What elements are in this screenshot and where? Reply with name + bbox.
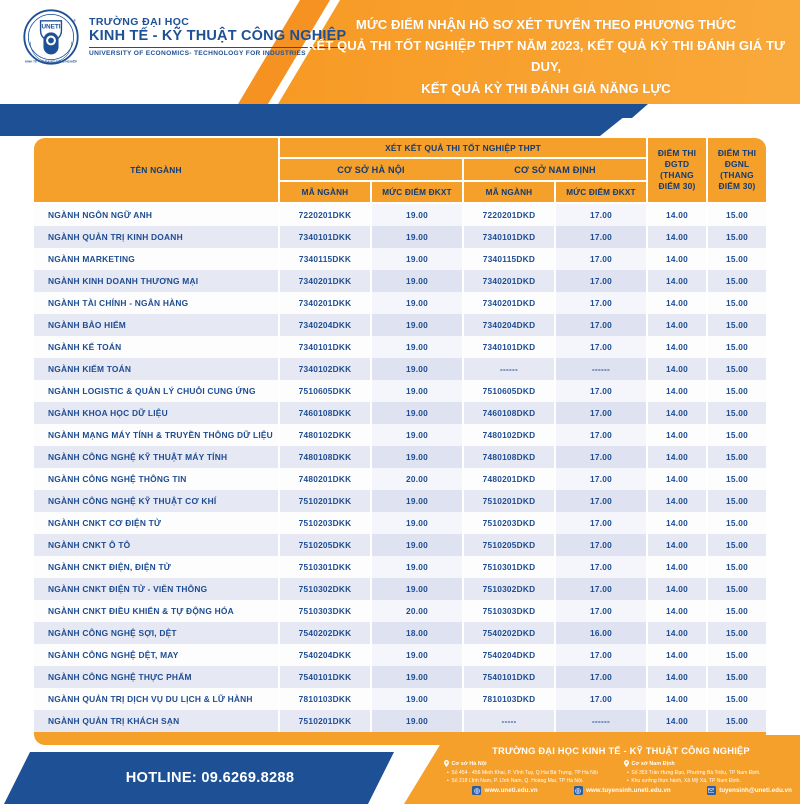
cell-ten-nganh: NGÀNH QUẢN TRỊ DỊCH VỤ DU LỊCH & LỮ HÀNH bbox=[34, 688, 279, 710]
cell-ma-nganh-hn: 7510303DKK bbox=[279, 600, 371, 622]
cell-ma-nganh-nd: 7510605DKD bbox=[463, 380, 555, 402]
cell-diem-dgtd: 14.00 bbox=[647, 622, 707, 644]
cell-diem-dgtd: 14.00 bbox=[647, 468, 707, 490]
cell-muc-diem-hn: 19.00 bbox=[371, 688, 463, 710]
cell-ma-nganh-nd: 7220201DKD bbox=[463, 203, 555, 226]
cell-ma-nganh-nd: 7510301DKD bbox=[463, 556, 555, 578]
cell-muc-diem-nd: ------ bbox=[555, 710, 647, 732]
cell-muc-diem-hn: 20.00 bbox=[371, 600, 463, 622]
cell-ten-nganh: NGÀNH CÔNG NGHỆ DỆT, MAY bbox=[34, 644, 279, 666]
cell-diem-dgnl: 15.00 bbox=[707, 688, 766, 710]
cell-ten-nganh: NGÀNH KINH DOANH THƯƠNG MẠI bbox=[34, 270, 279, 292]
cell-diem-dgtd: 14.00 bbox=[647, 710, 707, 732]
logo-line-2: KINH TẾ - KỸ THUẬT CÔNG NGHIỆP bbox=[89, 28, 347, 45]
cell-muc-diem-hn: 19.00 bbox=[371, 666, 463, 688]
cell-diem-dgtd: 14.00 bbox=[647, 380, 707, 402]
table-row bbox=[34, 446, 766, 468]
cell-muc-diem-nd: 17.00 bbox=[555, 490, 647, 512]
cell-ma-nganh-nd: 7460108DKD bbox=[463, 402, 555, 424]
table-row bbox=[34, 336, 766, 358]
cell-muc-diem-nd: 17.00 bbox=[555, 578, 647, 600]
cell-ma-nganh-hn: 7510605DKK bbox=[279, 380, 371, 402]
col-header-dgnl-line-1: ĐIỂM THI ĐGNL bbox=[717, 147, 757, 169]
hotline-text: HOTLINE: 09.6269.8288 bbox=[125, 770, 295, 786]
svg-text:UNETI: UNETI bbox=[41, 23, 61, 31]
cell-diem-dgnl: 15.00 bbox=[707, 424, 766, 446]
cell-ma-nganh-hn: 7480102DKK bbox=[279, 424, 371, 446]
cell-ma-nganh-nd: 7540204DKD bbox=[463, 644, 555, 666]
cell-muc-diem-hn: 19.00 bbox=[371, 446, 463, 468]
campus-hanoi-address-1: • Số 454 - 456 Minh Khai, P. Vĩnh Tuy, Q.Hai Bà Trưng, TP Hà Nội bbox=[444, 769, 614, 778]
cell-muc-diem-nd: 17.00 bbox=[555, 666, 647, 688]
table-row bbox=[34, 380, 766, 402]
cell-muc-diem-hn: 19.00 bbox=[371, 424, 463, 446]
cell-ma-nganh-nd: 7340201DKD bbox=[463, 292, 555, 314]
table-row bbox=[34, 556, 766, 578]
cell-diem-dgtd: 14.00 bbox=[647, 270, 707, 292]
cell-muc-diem-hn: 20.00 bbox=[371, 468, 463, 490]
cell-muc-diem-hn: 19.00 bbox=[371, 380, 463, 402]
cell-diem-dgtd: 14.00 bbox=[647, 666, 707, 688]
cell-diem-dgtd: 14.00 bbox=[647, 578, 707, 600]
page-title bbox=[300, 14, 792, 99]
cell-muc-diem-nd: 17.00 bbox=[555, 424, 647, 446]
cell-muc-diem-hn: 19.00 bbox=[371, 292, 463, 314]
col-header-dgtd bbox=[647, 138, 707, 203]
cell-diem-dgnl: 15.00 bbox=[707, 710, 766, 732]
cell-muc-diem-nd: 17.00 bbox=[555, 468, 647, 490]
col-header-ten-nganh: TÊN NGÀNH bbox=[34, 138, 279, 203]
cell-ma-nganh-nd: 7480108DKD bbox=[463, 446, 555, 468]
table-row bbox=[34, 688, 766, 710]
cell-muc-diem-nd: 17.00 bbox=[555, 270, 647, 292]
cell-muc-diem-hn: 19.00 bbox=[371, 556, 463, 578]
cell-ma-nganh-hn: 7340102DKK bbox=[279, 358, 371, 380]
cell-muc-diem-hn: 19.00 bbox=[371, 203, 463, 226]
cell-ma-nganh-hn: 7340101DKK bbox=[279, 336, 371, 358]
table-row bbox=[34, 534, 766, 556]
cell-diem-dgtd: 14.00 bbox=[647, 203, 707, 226]
cell-diem-dgnl: 15.00 bbox=[707, 336, 766, 358]
table-row bbox=[34, 490, 766, 512]
campus-namdinh-address-1: • Số 353 Trần Hưng Đạo, Phường Bà Triệu, TP Nam Định. bbox=[624, 769, 794, 778]
cell-diem-dgnl: 15.00 bbox=[707, 292, 766, 314]
cell-ten-nganh: NGÀNH CÔNG NGHỆ SỢI, DỆT bbox=[34, 622, 279, 644]
cell-diem-dgnl: 15.00 bbox=[707, 248, 766, 270]
campus-namdinh-address-2: • Khu xưởng thực hành, Xã Mỹ Xá, TP Nam Định. bbox=[624, 777, 794, 786]
cell-diem-dgtd: 14.00 bbox=[647, 248, 707, 270]
cell-diem-dgnl: 15.00 bbox=[707, 556, 766, 578]
campus-namdinh-heading bbox=[624, 760, 794, 767]
cell-diem-dgnl: 15.00 bbox=[707, 314, 766, 336]
cell-ten-nganh: NGÀNH KIỂM TOÁN bbox=[34, 358, 279, 380]
cell-diem-dgtd: 14.00 bbox=[647, 556, 707, 578]
cell-ma-nganh-hn: 7510201DKK bbox=[279, 710, 371, 732]
cell-diem-dgtd: 14.00 bbox=[647, 336, 707, 358]
cell-diem-dgnl: 15.00 bbox=[707, 490, 766, 512]
table-row bbox=[34, 203, 766, 226]
cell-muc-diem-nd: 17.00 bbox=[555, 336, 647, 358]
cell-muc-diem-nd: 16.00 bbox=[555, 622, 647, 644]
cell-ten-nganh: NGÀNH BẢO HIỂM bbox=[34, 314, 279, 336]
cell-diem-dgtd: 14.00 bbox=[647, 534, 707, 556]
cell-ma-nganh-hn: 7220201DKK bbox=[279, 203, 371, 226]
cell-ma-nganh-hn: 7340115DKK bbox=[279, 248, 371, 270]
cell-diem-dgnl: 15.00 bbox=[707, 402, 766, 424]
cell-ma-nganh-nd: 7340115DKD bbox=[463, 248, 555, 270]
cell-muc-diem-nd: 17.00 bbox=[555, 600, 647, 622]
footer-links bbox=[472, 786, 792, 795]
col-header-dgtd-line-2: (THANG ĐIỂM 30) bbox=[658, 170, 696, 192]
cell-diem-dgtd: 14.00 bbox=[647, 358, 707, 380]
cell-ma-nganh-nd: 7540101DKD bbox=[463, 666, 555, 688]
cell-diem-dgtd: 14.00 bbox=[647, 446, 707, 468]
cell-muc-diem-hn: 19.00 bbox=[371, 402, 463, 424]
cell-ma-nganh-nd: 7510203DKD bbox=[463, 512, 555, 534]
cell-diem-dgnl: 15.00 bbox=[707, 622, 766, 644]
cell-diem-dgtd: 14.00 bbox=[647, 490, 707, 512]
table-body bbox=[34, 203, 766, 732]
cell-muc-diem-hn: 19.00 bbox=[371, 512, 463, 534]
cell-diem-dgnl: 15.00 bbox=[707, 600, 766, 622]
cell-ten-nganh: NGÀNH CNKT ĐIỀU KHIỂN & TỰ ĐỘNG HÓA bbox=[34, 600, 279, 622]
cell-ma-nganh-hn: 7340204DKK bbox=[279, 314, 371, 336]
col-header-muc-diem-hn: MỨC ĐIỂM ĐKXT bbox=[371, 181, 463, 203]
table-row bbox=[34, 622, 766, 644]
cell-ma-nganh-nd: 7480201DKD bbox=[463, 468, 555, 490]
cell-muc-diem-nd: 17.00 bbox=[555, 203, 647, 226]
cell-ma-nganh-nd: 7340101DKD bbox=[463, 226, 555, 248]
cell-ten-nganh: NGÀNH CÔNG NGHỆ KỸ THUẬT CƠ KHÍ bbox=[34, 490, 279, 512]
cell-diem-dgtd: 14.00 bbox=[647, 402, 707, 424]
campus-namdinh-title: Cơ sở Nam Định bbox=[631, 760, 675, 767]
cell-muc-diem-nd: ------ bbox=[555, 358, 647, 380]
cell-ma-nganh-hn: 7540202DKK bbox=[279, 622, 371, 644]
cell-muc-diem-nd: 17.00 bbox=[555, 292, 647, 314]
cell-ten-nganh: NGÀNH CNKT Ô TÔ bbox=[34, 534, 279, 556]
cell-muc-diem-nd: 17.00 bbox=[555, 380, 647, 402]
cell-ten-nganh: NGÀNH TÀI CHÍNH - NGÂN HÀNG bbox=[34, 292, 279, 314]
cell-muc-diem-nd: 17.00 bbox=[555, 248, 647, 270]
table-row bbox=[34, 314, 766, 336]
cell-ma-nganh-hn: 7510302DKK bbox=[279, 578, 371, 600]
cell-muc-diem-hn: 19.00 bbox=[371, 314, 463, 336]
cell-muc-diem-nd: 17.00 bbox=[555, 446, 647, 468]
cell-diem-dgnl: 15.00 bbox=[707, 358, 766, 380]
cell-ten-nganh: NGÀNH KHOA HỌC DỮ LIỆU bbox=[34, 402, 279, 424]
footer-link-admissions[interactable] bbox=[574, 786, 671, 795]
cell-diem-dgnl: 15.00 bbox=[707, 534, 766, 556]
cell-diem-dgnl: 15.00 bbox=[707, 203, 766, 226]
cell-ten-nganh: NGÀNH CÔNG NGHỆ THÔNG TIN bbox=[34, 468, 279, 490]
logo-line-1: TRƯỜNG ĐẠI HỌC bbox=[89, 16, 190, 29]
table-row bbox=[34, 644, 766, 666]
col-header-ma-nganh-hn: MÃ NGÀNH bbox=[279, 181, 371, 203]
cell-muc-diem-hn: 18.00 bbox=[371, 622, 463, 644]
cell-ten-nganh: NGÀNH NGÔN NGỮ ANH bbox=[34, 203, 279, 226]
table-row bbox=[34, 226, 766, 248]
cell-muc-diem-hn: 19.00 bbox=[371, 710, 463, 732]
cell-muc-diem-nd: 17.00 bbox=[555, 226, 647, 248]
page-header bbox=[0, 0, 800, 104]
cell-muc-diem-hn: 19.00 bbox=[371, 490, 463, 512]
cell-diem-dgnl: 15.00 bbox=[707, 666, 766, 688]
cell-diem-dgnl: 15.00 bbox=[707, 446, 766, 468]
cell-diem-dgtd: 14.00 bbox=[647, 424, 707, 446]
footer-link-email[interactable] bbox=[707, 786, 792, 795]
col-header-co-so-nam-dinh: CƠ SỞ NAM ĐỊNH bbox=[463, 158, 647, 181]
footer-campus-hanoi bbox=[444, 760, 614, 786]
cell-diem-dgtd: 14.00 bbox=[647, 314, 707, 336]
table-row bbox=[34, 424, 766, 446]
footer-link-website[interactable] bbox=[472, 786, 538, 795]
cell-muc-diem-hn: 19.00 bbox=[371, 534, 463, 556]
table-row bbox=[34, 600, 766, 622]
envelope-icon bbox=[707, 786, 716, 795]
cell-ten-nganh: NGÀNH CNKT ĐIỆN, ĐIỆN TỬ bbox=[34, 556, 279, 578]
cell-ma-nganh-hn: 7460108DKK bbox=[279, 402, 371, 424]
cell-ma-nganh-hn: 7510203DKK bbox=[279, 512, 371, 534]
cell-ma-nganh-nd: 7810103DKD bbox=[463, 688, 555, 710]
cell-diem-dgnl: 15.00 bbox=[707, 578, 766, 600]
cell-diem-dgtd: 14.00 bbox=[647, 226, 707, 248]
col-header-dgnl bbox=[707, 138, 766, 203]
cell-ma-nganh-nd: 7340201DKD bbox=[463, 270, 555, 292]
col-header-ma-nganh-nd: MÃ NGÀNH bbox=[463, 181, 555, 203]
cell-ten-nganh: NGÀNH CNKT ĐIỆN TỬ - VIỄN THÔNG bbox=[34, 578, 279, 600]
header-blue-band bbox=[0, 104, 800, 136]
cell-diem-dgnl: 15.00 bbox=[707, 644, 766, 666]
campus-hanoi-title: Cơ sở Hà Nội bbox=[451, 760, 487, 767]
cell-ten-nganh: NGÀNH CÔNG NGHỆ THỰC PHẨM bbox=[34, 666, 279, 688]
cell-ma-nganh-hn: 7540101DKK bbox=[279, 666, 371, 688]
table-row bbox=[34, 270, 766, 292]
cell-ma-nganh-nd: ----- bbox=[463, 710, 555, 732]
cell-diem-dgtd: 14.00 bbox=[647, 688, 707, 710]
page-title-line-2: KẾT QUẢ THI TỐT NGHIỆP THPT NĂM 2023, KẾT QUẢ KỲ THI ĐÁNH GIÁ TƯ DUY, bbox=[307, 38, 785, 75]
footer-link-email-text: tuyensinh@uneti.edu.vn bbox=[719, 787, 792, 794]
cell-ten-nganh: NGÀNH KẾ TOÁN bbox=[34, 336, 279, 358]
table-header bbox=[34, 138, 766, 203]
cell-muc-diem-nd: 17.00 bbox=[555, 314, 647, 336]
footer-campus-namdinh bbox=[624, 760, 794, 786]
cell-muc-diem-hn: 19.00 bbox=[371, 358, 463, 380]
cell-ma-nganh-nd: 7510302DKD bbox=[463, 578, 555, 600]
cell-ma-nganh-hn: 7340201DKK bbox=[279, 270, 371, 292]
col-header-dgtd-line-1: ĐIỂM THI ĐGTD bbox=[657, 147, 697, 169]
cell-ma-nganh-nd: 7340204DKD bbox=[463, 314, 555, 336]
campus-hanoi-address-2: • Số 218 Lĩnh Nam, P. Lĩnh Nam, Q. Hoàng Mai, TP Hà Nội. bbox=[444, 777, 614, 786]
col-header-dgnl-line-2: (THANG ĐIỂM 30) bbox=[718, 170, 756, 192]
col-header-muc-diem-nd: MỨC ĐIỂM ĐKXT bbox=[555, 181, 647, 203]
table-row bbox=[34, 358, 766, 380]
cell-ma-nganh-hn: 7510301DKK bbox=[279, 556, 371, 578]
cell-ten-nganh: NGÀNH CNKT CƠ ĐIỆN TỬ bbox=[34, 512, 279, 534]
cell-diem-dgtd: 14.00 bbox=[647, 512, 707, 534]
cell-muc-diem-hn: 19.00 bbox=[371, 270, 463, 292]
cell-muc-diem-hn: 19.00 bbox=[371, 578, 463, 600]
cell-muc-diem-hn: 19.00 bbox=[371, 336, 463, 358]
table-row bbox=[34, 578, 766, 600]
table-row bbox=[34, 248, 766, 270]
cell-ten-nganh: NGÀNH LOGISTIC & QUẢN LÝ CHUỖI CUNG ỨNG bbox=[34, 380, 279, 402]
cell-ten-nganh: NGÀNH QUẢN TRỊ KHÁCH SẠN bbox=[34, 710, 279, 732]
cell-diem-dgnl: 15.00 bbox=[707, 226, 766, 248]
cell-ma-nganh-hn: 7810103DKK bbox=[279, 688, 371, 710]
page-title-line-3: KẾT QUẢ KỲ THI ĐÁNH GIÁ NĂNG LỰC bbox=[421, 80, 671, 96]
cell-diem-dgtd: 14.00 bbox=[647, 644, 707, 666]
cell-muc-diem-hn: 19.00 bbox=[371, 644, 463, 666]
uneti-logo-icon bbox=[22, 8, 80, 66]
cell-ma-nganh-hn: 7510205DKK bbox=[279, 534, 371, 556]
col-header-co-so-ha-noi: CƠ SỞ HÀ NỘI bbox=[279, 158, 463, 181]
cell-ma-nganh-hn: 7340101DKK bbox=[279, 226, 371, 248]
table-row bbox=[34, 666, 766, 688]
footer-campus-columns bbox=[444, 760, 794, 786]
cell-ten-nganh: NGÀNH MẠNG MÁY TÍNH & TRUYỀN THÔNG DỮ LIỆU bbox=[34, 424, 279, 446]
admission-score-table-card bbox=[34, 138, 766, 732]
cell-muc-diem-nd: 17.00 bbox=[555, 556, 647, 578]
cell-ma-nganh-nd: 7510303DKD bbox=[463, 600, 555, 622]
cell-diem-dgnl: 15.00 bbox=[707, 380, 766, 402]
footer-link-admissions-text: www.tuyensinh.uneti.edu.vn bbox=[586, 787, 671, 794]
cell-ten-nganh: NGÀNH MARKETING bbox=[34, 248, 279, 270]
cell-ma-nganh-hn: 7480201DKK bbox=[279, 468, 371, 490]
table-row bbox=[34, 292, 766, 314]
cell-ma-nganh-nd: 7540202DKD bbox=[463, 622, 555, 644]
location-pin-icon bbox=[444, 760, 449, 767]
table-header-row-1 bbox=[34, 138, 766, 158]
cell-ma-nganh-nd: 7510201DKD bbox=[463, 490, 555, 512]
cell-ma-nganh-nd: 7510205DKD bbox=[463, 534, 555, 556]
logo-line-3: UNIVERSITY OF ECONOMICS- TECHNOLOGY FOR INDUSTRIES bbox=[89, 47, 346, 57]
cell-ten-nganh: NGÀNH CÔNG NGHỆ KỸ THUẬT MÁY TÍNH bbox=[34, 446, 279, 468]
cell-diem-dgnl: 15.00 bbox=[707, 270, 766, 292]
campus-hanoi-heading bbox=[444, 760, 614, 767]
cell-ma-nganh-hn: 7480108DKK bbox=[279, 446, 371, 468]
cell-ma-nganh-hn: 7510201DKK bbox=[279, 490, 371, 512]
cell-diem-dgnl: 15.00 bbox=[707, 512, 766, 534]
svg-text:KINH TẾ - KỸ THUẬT CÔNG NGHIỆP: KINH TẾ - KỸ THUẬT CÔNG NGHIỆP bbox=[24, 59, 78, 64]
cell-ma-nganh-hn: 7540204DKK bbox=[279, 644, 371, 666]
footer-university-name: TRƯỜNG ĐẠI HỌC KINH TẾ - KỸ THUẬT CÔNG NGHIỆP bbox=[492, 745, 750, 756]
col-header-xet-ket-qua: XÉT KẾT QUẢ THI TỐT NGHIỆP THPT bbox=[279, 138, 647, 158]
cell-ma-nganh-nd: 7480102DKD bbox=[463, 424, 555, 446]
footer-link-website-text: www.uneti.edu.vn bbox=[484, 787, 538, 794]
cell-muc-diem-nd: 17.00 bbox=[555, 644, 647, 666]
cell-ma-nganh-nd: ------ bbox=[463, 358, 555, 380]
location-pin-icon bbox=[624, 760, 629, 767]
table-row bbox=[34, 402, 766, 424]
cell-diem-dgtd: 14.00 bbox=[647, 600, 707, 622]
cell-ten-nganh: NGÀNH QUẢN TRỊ KINH DOANH bbox=[34, 226, 279, 248]
table-row bbox=[34, 512, 766, 534]
cell-diem-dgtd: 14.00 bbox=[647, 292, 707, 314]
university-logo-block bbox=[22, 8, 346, 66]
cell-ma-nganh-hn: 7340201DKK bbox=[279, 292, 371, 314]
cell-muc-diem-nd: 17.00 bbox=[555, 512, 647, 534]
cell-muc-diem-hn: 19.00 bbox=[371, 248, 463, 270]
globe-icon bbox=[472, 786, 481, 795]
page-title-line-1: MỨC ĐIỂM NHẬN HỒ SƠ XÉT TUYỂN THEO PHƯƠNG THỨC bbox=[355, 17, 737, 32]
cell-muc-diem-nd: 17.00 bbox=[555, 402, 647, 424]
cell-diem-dgnl: 15.00 bbox=[707, 468, 766, 490]
cell-ma-nganh-nd: 7340101DKD bbox=[463, 336, 555, 358]
cell-muc-diem-hn: 19.00 bbox=[371, 226, 463, 248]
table-row bbox=[34, 468, 766, 490]
cell-muc-diem-nd: 17.00 bbox=[555, 688, 647, 710]
svg-text:®: ® bbox=[73, 17, 77, 23]
globe-icon bbox=[574, 786, 583, 795]
admission-score-table bbox=[34, 138, 766, 732]
cell-muc-diem-nd: 17.00 bbox=[555, 534, 647, 556]
